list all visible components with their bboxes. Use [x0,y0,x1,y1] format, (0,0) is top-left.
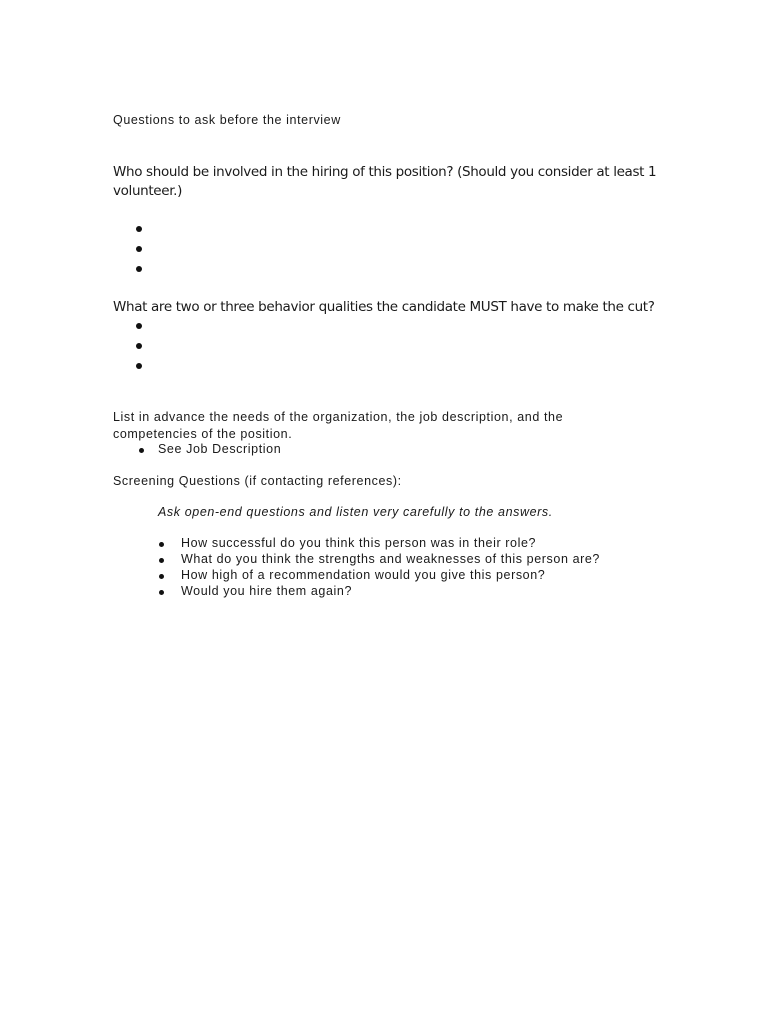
behavior-qualities-question: What are two or three behavior qualities the candidate MUST have to make the cut? [113,299,655,315]
empty-bullet [136,343,142,349]
bullet [159,574,164,579]
screening-questions-heading: Screening Questions (if contacting references): [113,474,402,488]
page-heading: Questions to ask before the interview [113,113,341,127]
screening-question: Would you hire them again? [181,584,353,598]
bullet [159,590,164,595]
hiring-involvement-question-line2: volunteer.) [113,183,183,199]
screening-instruction: Ask open-end questions and listen very carefully to the answers. [158,505,553,519]
screening-question: How successful do you think this person was in their role? [181,536,537,550]
bullet [139,448,144,453]
bullet [159,558,164,563]
bullet [159,542,164,547]
empty-bullet [136,323,142,329]
empty-bullet [136,246,142,252]
empty-bullet [136,266,142,272]
needs-text-line2: competencies of the position. [113,427,293,441]
empty-bullet [136,226,142,232]
job-description-bullet: See Job Description [158,442,282,456]
screening-question: What do you think the strengths and weaknesses of this person are? [181,552,600,566]
hiring-involvement-question-line1: Who should be involved in the hiring of this position? (Should you consider at least 1 [113,164,657,180]
needs-text-line1: List in advance the needs of the organization, the job description, and the [113,410,564,424]
empty-bullet [136,363,142,369]
screening-question: How high of a recommendation would you give this person? [181,568,546,582]
